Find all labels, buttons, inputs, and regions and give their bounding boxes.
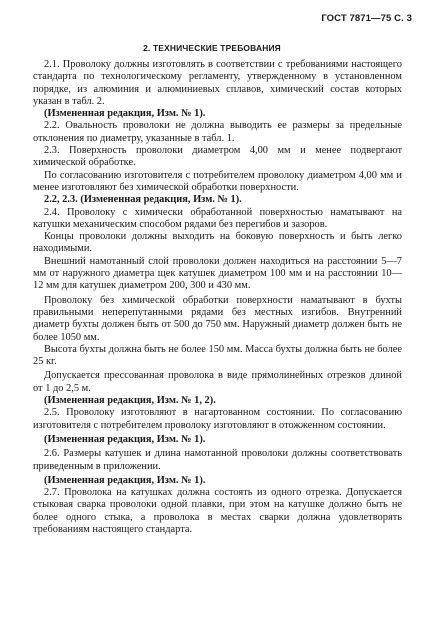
amendment-note: (Измененная редакция, Изм. № 1). bbox=[44, 474, 206, 486]
paragraph: По согласованию изготовителя с потребителем проволоку диаметром 4,00 мм и менее изготовляют без химической обработки поверхности. bbox=[33, 169, 402, 193]
paragraph: 2.4. Проволоку с химически обработанной поверхностью наматывают на катушки механическим способом рядами без перегибов и зазоров. bbox=[33, 206, 402, 230]
section-heading: 2. ТЕХНИЧЕСКИЕ ТРЕБОВАНИЯ bbox=[143, 43, 281, 53]
paragraph: Высота бухты должна быть не более 150 мм. Масса бухты должна быть не более 25 кг. bbox=[33, 343, 402, 368]
body-text bbox=[33, 59, 402, 536]
paragraph: Внешний намотанный слой проволоки должен находиться на расстоянии 5—7 мм от наружного диаметра щек катушек диаметром 100 мм и на расстоянии 10—12 мм для катушек диаметром 200, 300 и 430 мм. bbox=[33, 255, 402, 292]
running-header: ГОСТ 7871—75 С. 3 bbox=[321, 13, 412, 24]
amendment-note: (Измененная редакция, Изм. № 1). bbox=[44, 433, 206, 445]
paragraph: Концы проволоки должны выходить на боковую поверхность и быть легко находимыми. bbox=[33, 231, 402, 255]
paragraph: 2.7. Проволока на катушках должна состоять из одного отрезка. Допускается стыковая сварка проволоки одной плавки, при этом на катушке должно быть не более одного стыка, а проволока в местах сварки должна удовлетворять требованиям настоящего стандарта. bbox=[33, 487, 402, 535]
paragraph: 2.3. Поверхность проволоки диаметром 4,00 мм и менее подвергают химической обработке. bbox=[33, 145, 402, 169]
paragraph: 2.1. Проволоку должны изготовлять в соответствии с требованиями настоящего стандарта по технологическому регламенту, утвержденному в установленном порядке, из алюминия и алюминиевых сплавов, химический состав которых указан в табл. 2. bbox=[33, 59, 402, 107]
paragraph: 2.6. Размеры катушек и длина намотанной проволоки должны соответствовать приведенным в приложении. bbox=[33, 448, 402, 472]
amendment-note: (Измененная редакция, Изм. № 1). bbox=[44, 108, 206, 120]
paragraph: Допускается прессованная проволока в виде прямолинейных отрезков длиной от 1 до 2,5 м. bbox=[33, 370, 402, 394]
amendment-note: (Измененная редакция, Изм. № 1, 2). bbox=[44, 395, 216, 407]
amendment-note: 2.2, 2.3. (Измененная редакция, Изм. № 1). bbox=[44, 194, 242, 206]
paragraph: 2.2. Овальность проволоки не должна выводить ее размеры за предельные отклонения по диаметру, указанные в табл. 1. bbox=[33, 120, 402, 144]
paragraph: 2.5. Проволоку изготовляют в нагартованном состоянии. По согласованию изготовителя с потребителем проволоку изготовляют в отожженном состоянии. bbox=[33, 407, 402, 431]
paragraph: Проволоку без химической обработки поверхности наматывают в бухты правильными неперепутанными рядами без местных изгибов. Внутренний диаметр бухты должен быть от 500 до 750 мм. Наружный диаметр должен быть не более 1050 мм. bbox=[33, 294, 402, 343]
